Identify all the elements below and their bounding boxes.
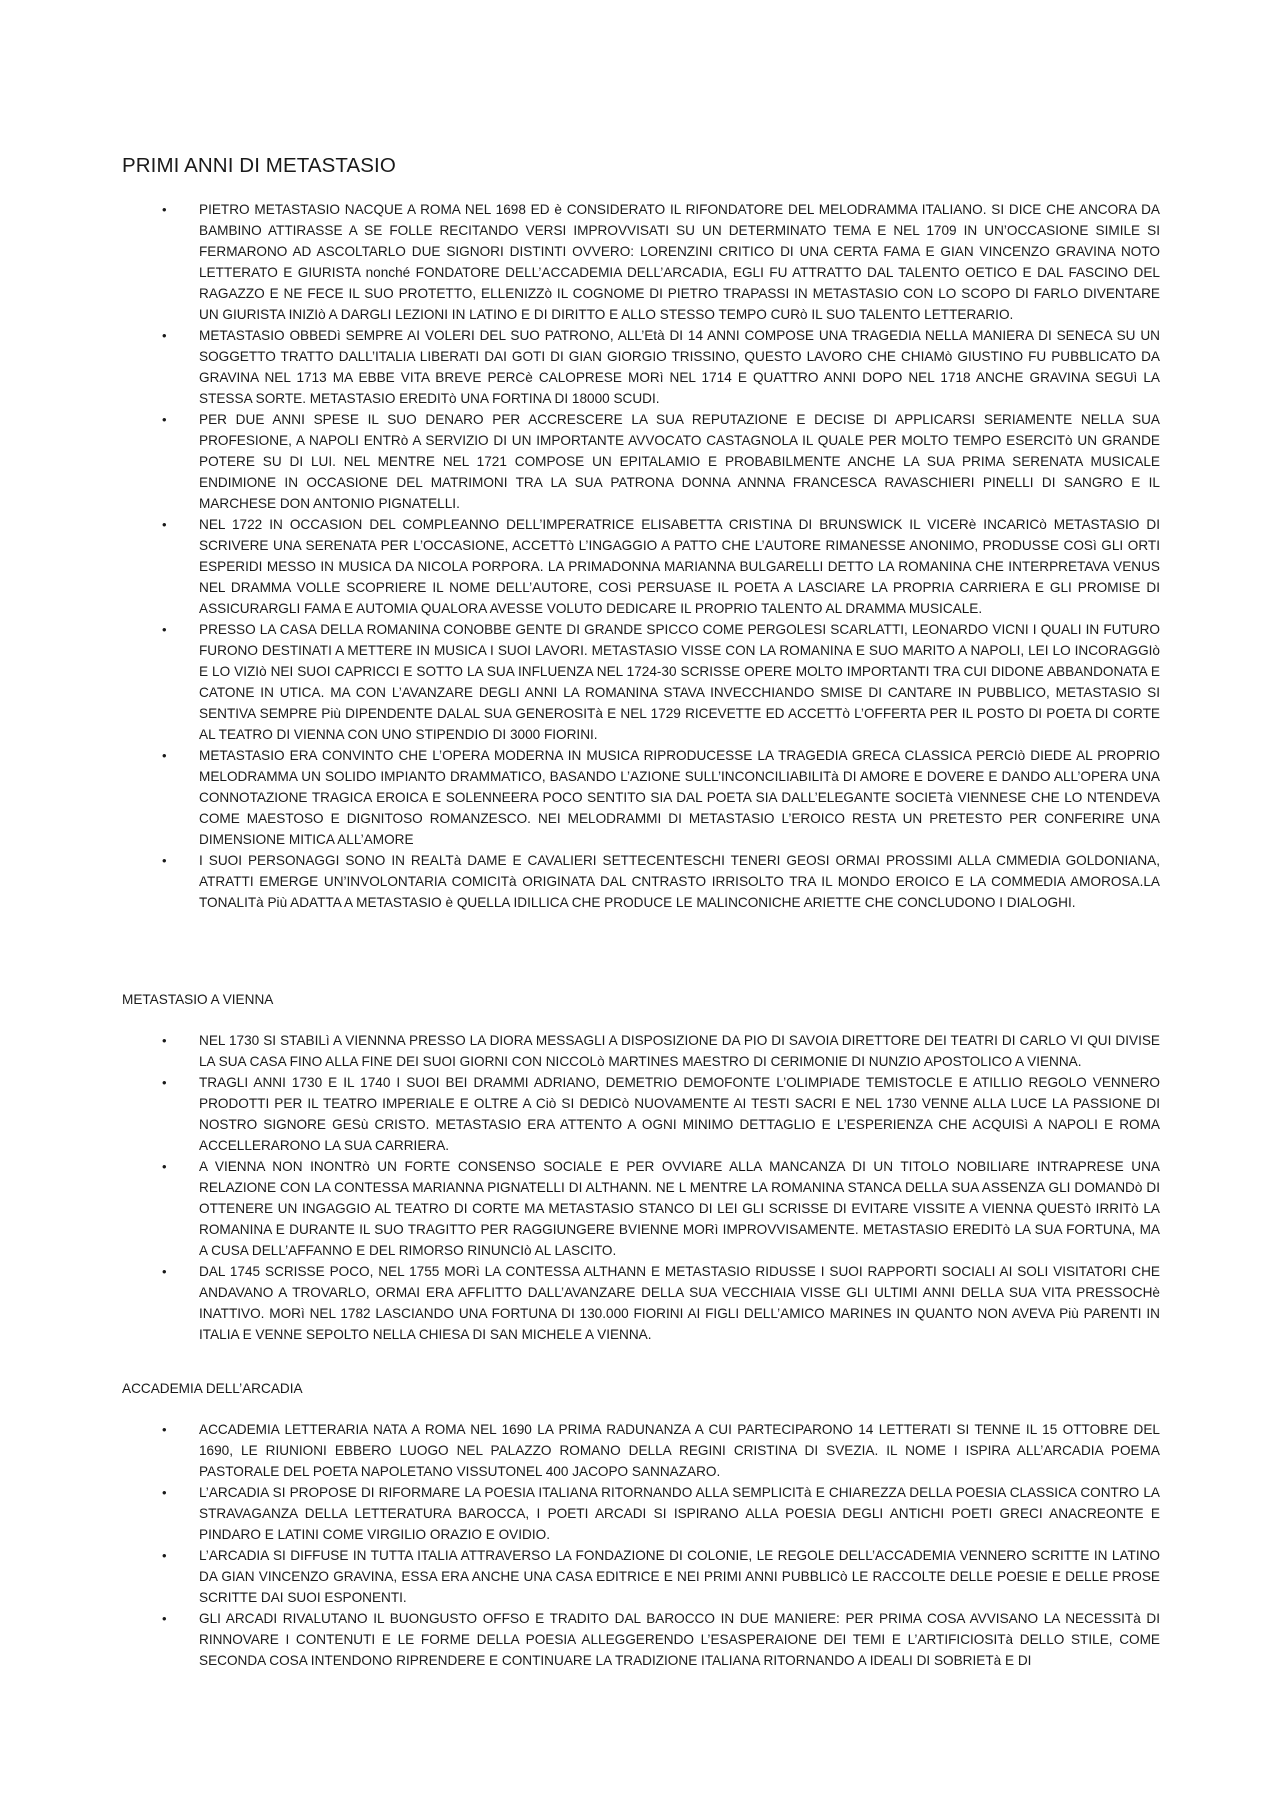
page-title: PRIMI ANNI DI METASTASIO — [122, 154, 396, 177]
bullet-list-arcadia — [122, 1419, 1160, 1671]
list-item: • PIETRO METASTASIO NACQUE A ROMA NEL 1698 ED è CONSIDERATO IL RIFONDATORE DEL MELODRAMMA ITALIANO. SI DICE CHE ANCORA DA BAMBINO ATTIRASSE A SE FOLLE RECITANDO VERSI IMPROVVISATI SU UN DETERMINATO TEMA E NEL 1709 IN UN’OCCASIONE SIMILE SI FERMARONO AD ASCOLTARLO DUE SIGNORI DISTINTI OVVERO: LORENZINI CRITICO DI UNA CERTA FAMA E GIAN VINCENZO GRAVINA NOTO LETTERATO E GIURISTA nonché FONDATORE DELL’ACCADEMIA DELL’ARCADIA, EGLI FU ATTRATTO DAL TALENTO OETICO E DAL FASCINO DEL RAGAZZO E NE FECE IL SUO PROTETTO, ELLENIZZò IL COGNOME DI PIETRO TRAPASSI IN METASTASIO CON LO SCOPO DI FARLO DIVENTARE UN GIURISTA INIZIò A DARGLI LEZIONI IN LATINO E DI DIRITTO E ALLO STESSO TEMPO CURò IL SUO TALENTO LETTERARIO. — [122, 199, 1160, 325]
list-item: • GLI ARCADI RIVALUTANO IL BUONGUSTO OFFSO E TRADITO DAL BAROCCO IN DUE MANIERE: PER PRIMA COSA AVVISANO LA NECESSITà DI RINNOVARE I CONTENUTI E LE FORME DELLA POESIA ALLEGGERENDO L’ESASPERAIONE DEI TEMI E L’ARTIFICIOSITà DELLO STILE, COME SECONDA COSA INTENDONO RIPRENDERE E CONTINUARE LA TRADIZIONE ITALIANA RITORNANDO A IDEALI DI SOBRIETà E DI — [122, 1608, 1160, 1671]
list-item: • TRAGLI ANNI 1730 E IL 1740 I SUOI BEI DRAMMI ADRIANO, DEMETRIO DEMOFONTE L’OLIMPIADE TEMISTOCLE E ATILLIO REGOLO VENNERO PRODOTTI PER IL TEATRO IMPERIALE E OLTRE A Ciò SI DEDICò NUOVAMENTE AI TESTI SACRI E NEL 1730 VENNE ALLA LUCE LA PASSIONE DI NOSTRO SIGNORE GESù CRISTO. METASTASIO ERA ATTENTO A OGNI MINIMO DETTAGLIO E L’ESPERIENZA CHE ACQUISì A NAPOLI E ROMA ACCELLERARONO LA SUA CARRIERA. — [122, 1072, 1160, 1156]
list-item: • PRESSO LA CASA DELLA ROMANINA CONOBBE GENTE DI GRANDE SPICCO COME PERGOLESI SCARLATTI, LEONARDO VICNI I QUALI IN FUTURO FURONO DESTINATI A METTERE IN MUSICA I SUOI LAVORI. METASTASIO VISSE CON LA ROMANINA E SUO MARITO A NAPOLI, LEI LO INCORAGGIò E LO VIZIò NEI SUOI CAPRICCI E SOTTO LA SUA INFLUENZA NEL 1724-30 SCRISSE OPERE MOLTO IMPORTANTI TRA CUI DIDONE ABBANDONATA E CATONE IN UTICA. MA CON L’AVANZARE DEGLI ANNI LA ROMANINA STAVA INVECCHIANDO SMISE DI CANTARE IN PUBBLICO, METASTASIO SI SENTIVA SEMPRE Più DIPENDENTE DALAL SUA GENEROSITà E NEL 1729 RICEVETTE ED ACCETTò L’OFFERTA PER IL POSTO DI POETA DI CORTE AL TEATRO DI VIENNA CON UNO STIPENDIO DI 3000 FIORINI. — [122, 619, 1160, 745]
list-item: • I SUOI PERSONAGGI SONO IN REALTà DAME E CAVALIERI SETTECENTESCHI TENERI GEOSI ORMAI PROSSIMI ALLA CMMEDIA GOLDONIANA, ATRATTI EMERGE UN’INVOLONTARIA COMICITà ORIGINATA DAL CNTRASTO IRRISOLTO TRA IL MONDO EROICO E LA COMMEDIA AMOROSA.LA TONALITà Più ADATTA A METASTASIO è QUELLA IDILLICA CHE PRODUCE LE MALINCONICHE ARIETTE CHE CONCLUDONO I DIALOGHI. — [122, 850, 1160, 913]
list-item: • L’ARCADIA SI PROPOSE DI RIFORMARE LA POESIA ITALIANA RITORNANDO ALLA SEMPLICITà E CHIAREZZA DELLA POESIA CLASSICA CONTRO LA STRAVAGANZA DELLA LETTERATURA BAROCCA, I POETI ARCADI SI ISPIRANO ALLA POESIA DEGLI ANTICHI POETI GRECI ANACREONTE E PINDARO E LATINI COME VIRGILIO ORAZIO E OVIDIO. — [122, 1482, 1160, 1545]
list-item: • DAL 1745 SCRISSE POCO, NEL 1755 MORì LA CONTESSA ALTHANN E METASTASIO RIDUSSE I SUOI RAPPORTI SOCIALI AI SOLI VISITATORI CHE ANDAVANO A TROVARLO, ORMAI ERA AFFLITTO DALL’AVANZARE DELLA SUA VECCHIAIA VISSE GLI ULTIMI ANNI DELLA SUA VITA PRESSOCHè INATTIVO. MORì NEL 1782 LASCIANDO UNA FORTUNA DI 130.000 FIORINI AI FIGLI DELL’AMICO MARINES IN QUANTO NON AVEVA Più PARENTI IN ITALIA E VENNE SEPOLTO NELLA CHIESA DI SAN MICHELE A VIENNA. — [122, 1261, 1160, 1345]
section-heading-vienna: METASTASIO A VIENNA — [122, 992, 274, 1007]
bullet-list-primi-anni — [122, 199, 1160, 913]
list-item: • ACCADEMIA LETTERARIA NATA A ROMA NEL 1690 LA PRIMA RADUNANZA A CUI PARTECIPARONO 14 LETTERATI SI TENNE IL 15 OTTOBRE DEL 1690, LE RIUNIONI EBBERO LUOGO NEL PALAZZO ROMANO DELLA REGINI CRISTINA DI SVEZIA. IL NOME I ISPIRA ALL’ARCADIA POEMA PASTORALE DEL POETA NAPOLETANO VISSUTONEL 400 JACOPO SANNAZARO. — [122, 1419, 1160, 1482]
list-item: • NEL 1730 SI STABILì A VIENNNA PRESSO LA DIORA MESSAGLI A DISPOSIZIONE DA PIO DI SAVOIA DIRETTORE DEI TEATRI DI CARLO VI QUI DIVISE LA SUA CASA FINO ALLA FINE DEI SUOI GIORNI CON NICCOLò MARTINES MAESTRO DI CERIMONIE DI NUNZIO APOSTOLICO A VIENNA. — [122, 1030, 1160, 1072]
list-item: • NEL 1722 IN OCCASION DEL COMPLEANNO DELL’IMPERATRICE ELISABETTA CRISTINA DI BRUNSWICK IL VICERè INCARICò METASTASIO DI SCRIVERE UNA SERENATA PER L’OCCASIONE, ACCETTò L’INGAGGIO A PATTO CHE L’AUTORE RIMANESSE ANONIMO, PRODUSSE COSì GLI ORTI ESPERIDI MESSO IN MUSICA DA NICOLA PORPORA. LA PRIMADONNA MARIANNA BULGARELLI DETTO LA ROMANINA CHE INTERPRETAVA VENUS NEL DRAMMA VOLLE SCOPRIERE IL NOME DELL’AUTORE, COSì PERSUASE IL POETA A LASCIARE LA PROPRIA CARRIERA E GLI PROMISE DI ASSICURARGLI FAMA E AUTOMIA QUALORA AVESSE VOLUTO DEDICARE IL PROPRIO TALENTO AL DRAMMA MUSICALE. — [122, 514, 1160, 619]
list-item: • METASTASIO OBBEDì SEMPRE AI VOLERI DEL SUO PATRONO, ALL’Età DI 14 ANNI COMPOSE UNA TRAGEDIA NELLA MANIERA DI SENECA SU UN SOGGETTO TRATTO DALL’ITALIA LIBERATI DAI GOTI DI GIAN GIORGIO TRISSINO, QUESTO LAVORO CHE CHIAMò GIUSTINO FU PUBBLICATO DA GRAVINA NEL 1713 MA EBBE VITA BREVE PERCè CALOPRESE MORì NEL 1714 E QUATTRO ANNI DOPO NEL 1718 ANCHE GRAVINA SEGUì LA STESSA SORTE. METASTASIO EREDITò UNA FORTINA DI 18000 SCUDI. — [122, 325, 1160, 409]
list-item: • PER DUE ANNI SPESE IL SUO DENARO PER ACCRESCERE LA SUA REPUTAZIONE E DECISE DI APPLICARSI SERIAMENTE NELLA SUA PROFESIONE, A NAPOLI ENTRò A SERVIZIO DI UN IMPORTANTE AVVOCATO CASTAGNOLA IL QUALE PER MOLTO TEMPO ESERCITò UN GRANDE POTERE SU DI LUI. NEL MENTRE NEL 1721 COMPOSE UN EPITALAMIO E PROBABILMENTE ANCHE LA SUA PRIMA SERENATA MUSICALE ENDIMIONE IN OCCASIONE DEL MATRIMONI TRA LA SUA PATRONA DONNA ANNNA FRANCESCA RAVASCHIERI PINELLI DI SANGRO E IL MARCHESE DON ANTONIO PIGNATELLI. — [122, 409, 1160, 514]
list-item: • METASTASIO ERA CONVINTO CHE L’OPERA MODERNA IN MUSICA RIPRODUCESSE LA TRAGEDIA GRECA CLASSICA PERCIò DIEDE AL PROPRIO MELODRAMMA UN SOLIDO IMPIANTO DRAMMATICO, BASANDO L’AZIONE SULL’INCONCILIABILITà DI AMORE E DOVERE E DANDO ALL’OPERA UNA CONNOTAZIONE TRAGICA EROICA E SOLENNEERA POCO SENTITO SIA DAL POETA SIA DALL’ELEGANTE SOCIETà VIENNESE CHE LO NTENDEVA COME MAESTOSO E DIGNITOSO ROMANZESCO. NEI MELODRAMMI DI METASTASIO L’EROICO RESTA UN PRETESTO PER CONFERIRE UNA DIMENSIONE MITICA ALL’AMORE — [122, 745, 1160, 850]
section-heading-arcadia: ACCADEMIA DELL’ARCADIA — [122, 1381, 303, 1396]
bullet-list-vienna — [122, 1030, 1160, 1345]
list-item: • A VIENNA NON INONTRò UN FORTE CONSENSO SOCIALE E PER OVVIARE ALLA MANCANZA DI UN TITOLO NOBILIARE INTRAPRESE UNA RELAZIONE CON LA CONTESSA MARIANNA PIGNATELLI DI ALTHANN. NE L MENTRE LA ROMANINA STANCA DELLA SUA ASSENZA GLI DOMANDò DI OTTENERE UN INGAGGIO AL TEATRO DI CORTE MA METASTASIO STANCO DI LEI GLI SCRISSE DI EVITARE VISSITE A VIENNA QUESTò IRRITò LA ROMANINA E DURANTE IL SUO TRAGITTO PER RAGGIUNGERE BVIENNE MORì IMPROVVISAMENTE. METASTASIO EREDITò LA SUA FORTUNA, MA A CUSA DELL’AFFANNO E DEL RIMORSO RINUNCIò AL LASCITO. — [122, 1156, 1160, 1261]
list-item: • L’ARCADIA SI DIFFUSE IN TUTTA ITALIA ATTRAVERSO LA FONDAZIONE DI COLONIE, LE REGOLE DELL’ACCADEMIA VENNERO SCRITTE IN LATINO DA GIAN VINCENZO GRAVINA, ESSA ERA ANCHE UNA CASA EDITRICE E NEI PRIMI ANNI PUBBLICò LE RACCOLTE DELLE POESIE E DELLE PROSE SCRITTE DAI SUOI ESPONENTI. — [122, 1545, 1160, 1608]
